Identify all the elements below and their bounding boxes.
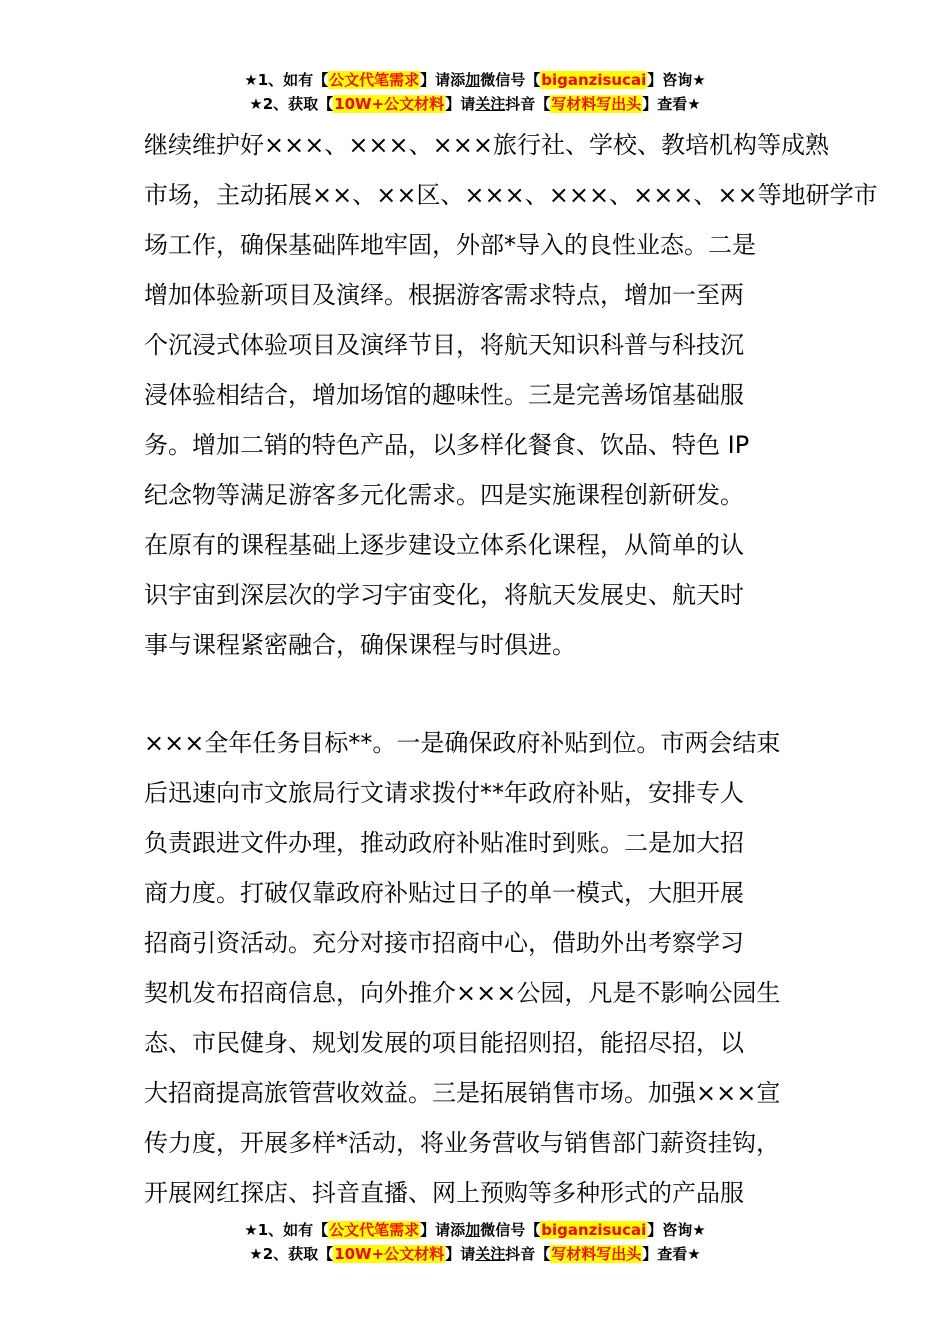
- text-line: 态、市民健身、规划发展的项目能招则招，能招尽招，以: [144, 1029, 744, 1057]
- text-line: 招商引资活动。充分对接市招商中心，借助外出考察学习: [144, 929, 744, 957]
- banner-text: 】请: [445, 95, 476, 113]
- text-line: 负责跟进文件办理，推动政府补贴准时到账。二是加大招: [144, 829, 744, 857]
- banner-text: 】请: [445, 1245, 476, 1263]
- banner-text: 】咨询★: [647, 71, 706, 89]
- paragraph-1: [144, 120, 878, 670]
- text-line: 商力度。打破仅靠政府补贴过日子的单一模式，大胆开展: [144, 879, 744, 907]
- highlight-materials: 10W+公文材料: [334, 95, 445, 113]
- banner-text: ★1、如有【: [244, 71, 329, 89]
- text-line: 开展网红探店、抖音直播、网上预购等多种形式的产品服: [144, 1179, 744, 1207]
- highlight-wechat-id: biganzisucai: [541, 71, 647, 89]
- banner-text: 抖音【: [505, 95, 551, 113]
- text-line: 事与课程紧密融合，确保课程与时俱进。: [144, 631, 576, 659]
- paragraph-2: [144, 718, 844, 1218]
- banner-emphasis: 关注: [475, 1245, 506, 1263]
- banner-line-2: [0, 93, 950, 117]
- text-line: 在原有的课程基础上逐步建设立体系化课程，从简单的认: [144, 531, 744, 559]
- text-line: 浸体验相结合，增加场馆的趣味性。三是完善场馆基础服: [144, 381, 744, 409]
- banner-text: 】咨询★: [647, 1221, 706, 1239]
- banner-text: 】请添: [420, 71, 466, 89]
- text-line: 市场，主动拓展××、××区、×××、×××、×××、××等地研学市: [144, 181, 878, 209]
- text-line: 传力度，开展多样*活动，将业务营收与销售部门薪资挂钩，: [144, 1129, 780, 1157]
- text-line: 大招商提高旅管营收效益。三是拓展销售市场。加强×××宣: [144, 1079, 781, 1107]
- text-line: 个沉浸式体验项目及演绎节目，将航天知识科普与科技沉: [144, 331, 744, 359]
- text-line: ×××全年任务目标**。一是确保政府补贴到位。市两会结束: [144, 729, 781, 757]
- banner-text: 】查看★: [642, 1245, 701, 1263]
- text-line: 纪念物等满足游客多元化需求。四是实施课程创新研发。: [144, 481, 744, 509]
- highlight-service: 公文代笔需求: [329, 1221, 420, 1239]
- banner-emphasis: 加: [465, 71, 481, 89]
- banner-emphasis: 加: [465, 1221, 481, 1239]
- text-line: 继续维护好×××、×××、×××旅行社、学校、教培机构等成熟: [144, 131, 829, 159]
- banner-line-2: [0, 1243, 950, 1267]
- banner-text: ★1、如有【: [244, 1221, 329, 1239]
- banner-emphasis: 关注: [475, 95, 506, 113]
- banner-text: 微信号【: [480, 71, 541, 89]
- banner-line-1: [0, 1219, 950, 1243]
- highlight-douyin: 写材料写出头: [551, 1245, 642, 1263]
- banner-text: 】请添: [420, 1221, 466, 1239]
- text-line: 后迅速向市文旅局行文请求拨付**年政府补贴，安排专人: [144, 779, 744, 807]
- highlight-wechat-id: biganzisucai: [541, 1221, 647, 1239]
- highlight-douyin: 写材料写出头: [551, 95, 642, 113]
- banner-text: 】查看★: [642, 95, 701, 113]
- text-line: 识宇宙到深层次的学习宇宙变化，将航天发展史、航天时: [144, 581, 744, 609]
- text-line: 契机发布招商信息，向外推介×××公园，凡是不影响公园生: [144, 979, 781, 1007]
- banner-text: ★2、获取【: [249, 95, 334, 113]
- banner-text: 微信号【: [480, 1221, 541, 1239]
- text-line: 增加体验新项目及演绎。根据游客需求特点，增加一至两: [144, 281, 744, 309]
- highlight-materials: 10W+公文材料: [334, 1245, 445, 1263]
- text-line: 场工作，确保基础阵地牢固，外部*导入的良性业态。二是: [144, 231, 756, 259]
- banner-line-1: [0, 69, 950, 93]
- text-line: 务。增加二销的特色产品，以多样化餐食、饮品、特色 IP: [144, 431, 750, 459]
- highlight-service: 公文代笔需求: [329, 71, 420, 89]
- header-banner: [0, 69, 950, 117]
- banner-text: 抖音【: [505, 1245, 551, 1263]
- footer-banner: [0, 1219, 950, 1267]
- banner-text: ★2、获取【: [249, 1245, 334, 1263]
